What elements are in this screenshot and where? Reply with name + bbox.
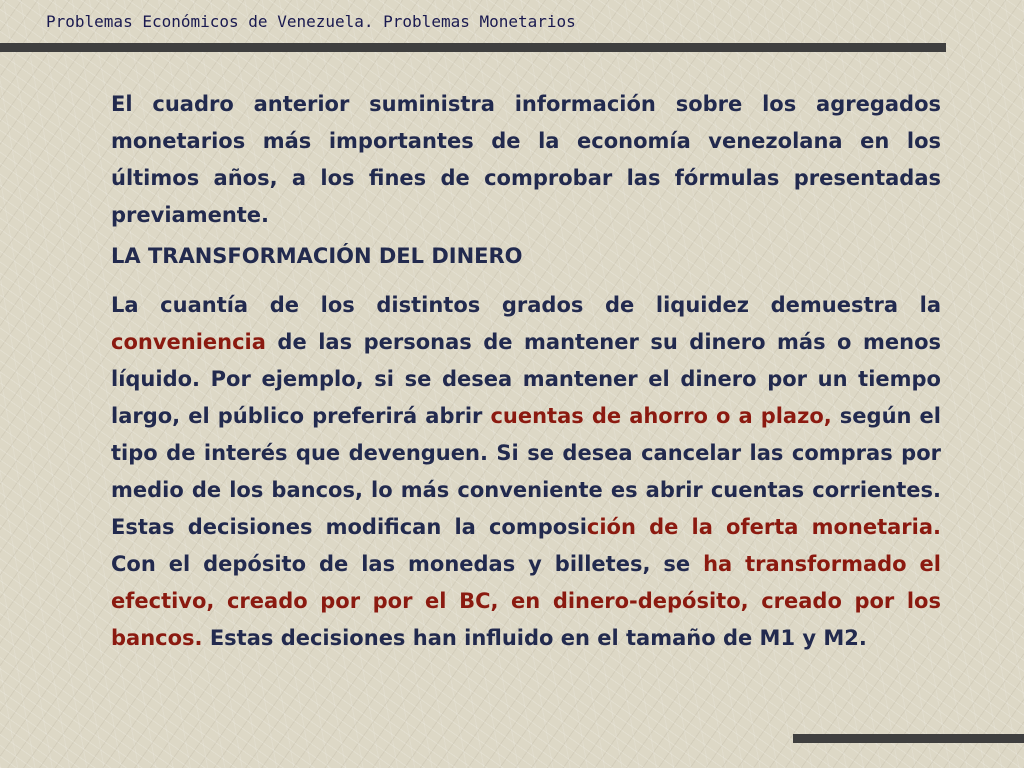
header-divider-bar (0, 43, 946, 52)
text-segment: según el tipo de interés que devenguen. Si se desea cancelar las compras por medio de los bancos, lo más conveniente es abrir cuentas corrientes. Estas decisiones modifican la composi (111, 404, 941, 539)
highlight-cuentas-ahorro: cuentas de ahorro o a plazo, (490, 404, 832, 428)
text-segment: La cuantía de los distintos grados de liquidez demuestra la (111, 293, 941, 317)
text-segment: de las personas de mantener su dinero más o menos líquido. Por ejemplo, si se desea mantener el dinero por un tiempo largo, el público preferirá abrir (111, 330, 941, 428)
intro-paragraph: El cuadro anterior suministra información sobre los agregados monetarios más importantes de la economía venezolana en los últimos años, a los fines de comprobar las fórmulas presentadas previamente. (111, 92, 941, 227)
text-segment: Estas decisiones han influido en el tamaño de M1 y M2. (202, 626, 867, 650)
slide-header-title: Problemas Económicos de Venezuela. Problemas Monetarios (46, 12, 576, 31)
footer-divider-bar (793, 734, 1024, 743)
highlight-transformacion-efectivo: ha transformado el efectivo, creado por por el BC, en dinero-depósito, creado por los bancos. (111, 552, 941, 650)
body-paragraph (111, 287, 941, 657)
highlight-conveniencia: conveniencia (111, 330, 266, 354)
section-heading: LA TRANSFORMACIÓN DEL DINERO (111, 244, 523, 268)
highlight-oferta-monetaria: ción de la oferta monetaria. (586, 515, 942, 539)
slide-body (111, 86, 941, 657)
text-segment: Con el depósito de las monedas y billetes, se (111, 552, 704, 576)
